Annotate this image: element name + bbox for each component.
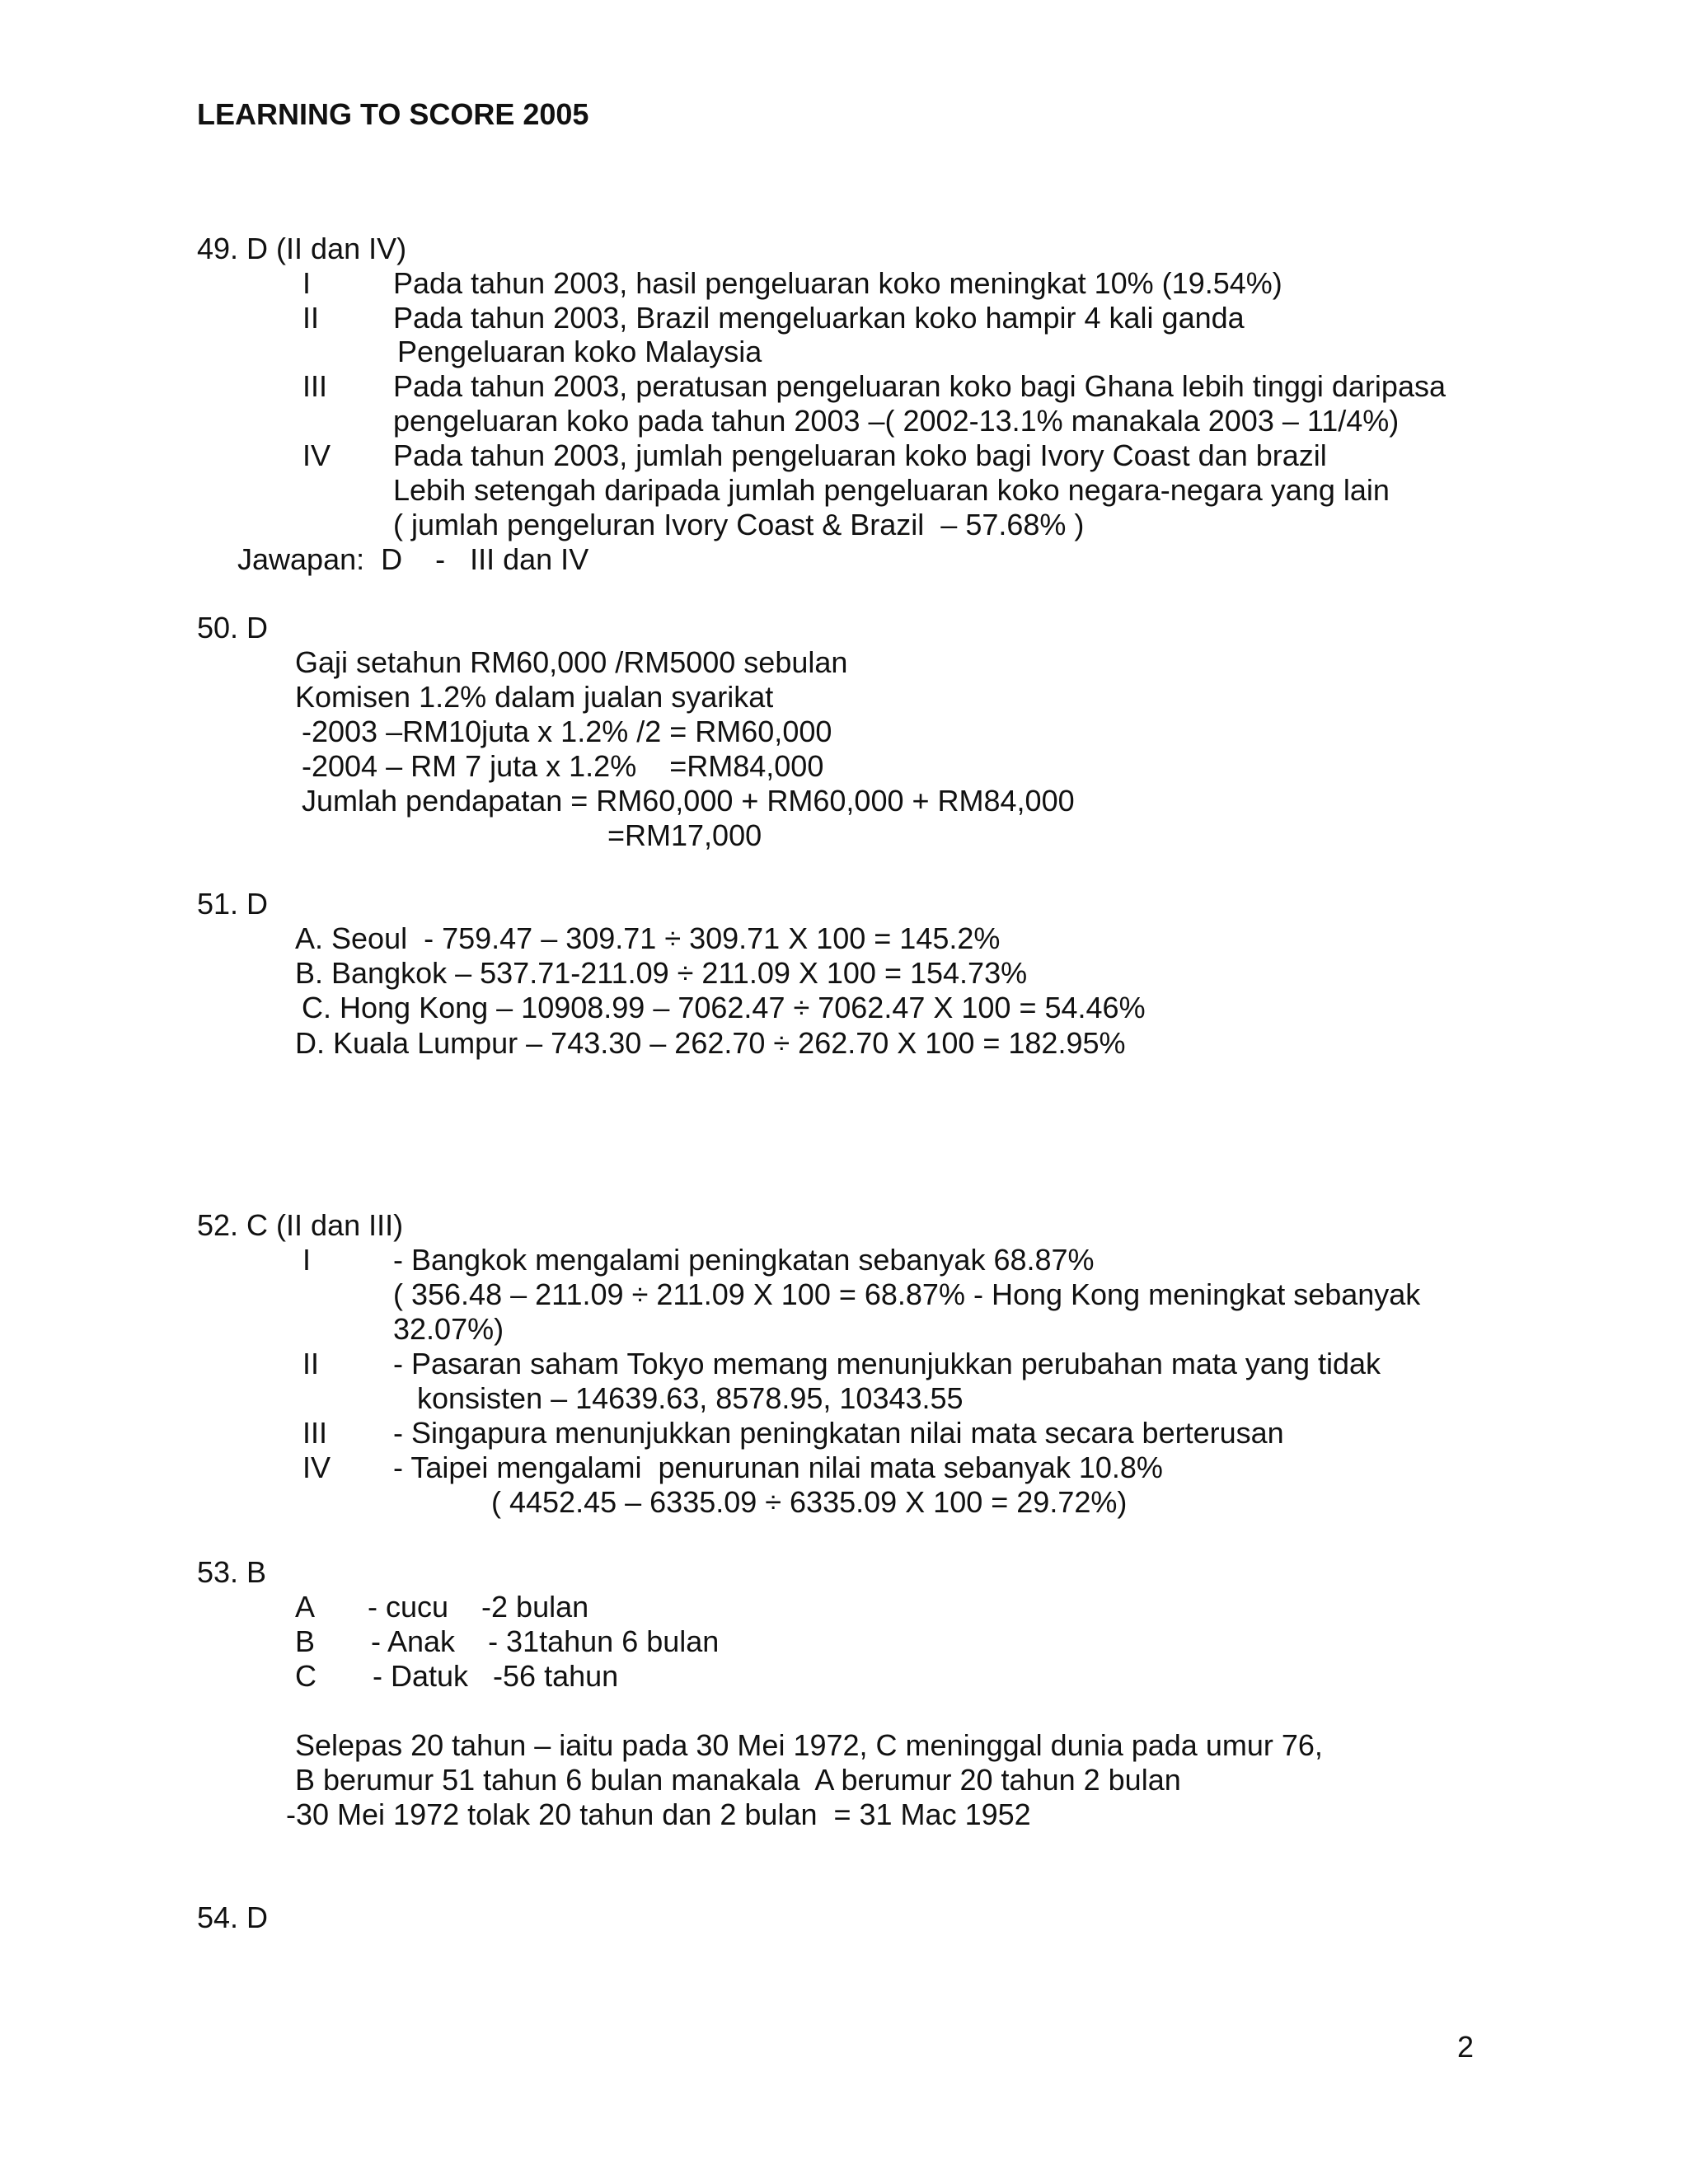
q52-item-ii-text-cont: konsisten – 14639.63, 8578.95, 10343.55 <box>417 1381 964 1415</box>
q53-paragraph-line-2: B berumur 51 tahun 6 bulan manakala A berumur 20 tahun 2 bulan <box>295 1763 1181 1797</box>
q50-line-3: -2003 –RM10juta x 1.2% /2 = RM60,000 <box>302 715 832 748</box>
q53-row-b-text: - Anak - 31tahun 6 bulan <box>371 1624 720 1658</box>
q49-item-iv-number: IV <box>302 438 331 472</box>
q51-option-a: A. Seoul - 759.47 – 309.71 ÷ 309.71 X 100 = 145.2% <box>295 921 1001 955</box>
q52-item-i-text: - Bangkok mengalami peningkatan sebanyak 68.87% <box>393 1243 1095 1277</box>
q49-item-iv-text-cont2: ( jumlah pengeluran Ivory Coast & Brazil – 57.68% ) <box>393 508 1085 541</box>
q54-heading: 54. D <box>197 1900 269 1934</box>
q49-item-ii-number: II <box>302 301 320 335</box>
q50-line-2: Komisen 1.2% dalam jualan syarikat <box>295 680 774 714</box>
q49-item-iv-text: Pada tahun 2003, jumlah pengeluaran koko bagi Ivory Coast dan brazil <box>393 438 1327 472</box>
q52-item-iv-text-cont: ( 4452.45 – 6335.09 ÷ 6335.09 X 100 = 29.72%) <box>491 1485 1128 1519</box>
q52-item-i-number: I <box>302 1243 312 1277</box>
q53-row-c-text: - Datuk -56 tahun <box>373 1659 619 1693</box>
q49-item-ii-text: Pada tahun 2003, Brazil mengeluarkan koko hampir 4 kali ganda <box>393 301 1245 335</box>
q52-item-i-text-cont: ( 356.48 – 211.09 ÷ 211.09 X 100 = 68.87% - Hong Kong meningkat sebanyak <box>393 1277 1421 1311</box>
q50-line-6: =RM17,000 <box>607 818 762 852</box>
document-title: LEARNING TO SCORE 2005 <box>197 97 589 131</box>
q52-item-ii-text: - Pasaran saham Tokyo memang menunjukkan perubahan mata yang tidak <box>393 1347 1381 1380</box>
q51-option-d: D. Kuala Lumpur – 743.30 – 262.70 ÷ 262.70 X 100 = 182.95% <box>295 1026 1126 1060</box>
q52-item-iii-text: - Singapura menunjukkan peningkatan nilai mata secara berterusan <box>393 1416 1284 1450</box>
q49-heading: 49. D (II dan IV) <box>197 232 407 265</box>
q49-item-iii-number: III <box>302 369 328 403</box>
q49-answer: Jawapan: D - III dan IV <box>237 542 589 576</box>
q49-item-i-number: I <box>302 266 312 300</box>
q49-item-iii-text: Pada tahun 2003, peratusan pengeluaran koko bagi Ghana lebih tinggi daripasa <box>393 369 1446 403</box>
q53-paragraph-line-1: Selepas 20 tahun – iaitu pada 30 Mei 1972, C meninggal dunia pada umur 76, <box>295 1728 1323 1762</box>
q52-heading: 52. C (II dan III) <box>197 1208 404 1242</box>
q52-item-iv-text: - Taipei mengalami penurunan nilai mata sebanyak 10.8% <box>393 1451 1163 1484</box>
q49-item-ii-text-cont: Pengeluaran koko Malaysia <box>397 335 762 368</box>
q51-option-c: C. Hong Kong – 10908.99 – 7062.47 ÷ 7062.47 X 100 = 54.46% <box>302 991 1146 1024</box>
q49-item-i-text: Pada tahun 2003, hasil pengeluaran koko meningkat 10% (19.54%) <box>393 266 1282 300</box>
q52-item-i-text-cont2: 32.07%) <box>393 1312 504 1346</box>
q53-row-a-letter: A <box>295 1590 316 1624</box>
q52-item-iii-number: III <box>302 1416 328 1450</box>
q52-item-ii-number: II <box>302 1347 320 1380</box>
q53-row-b-letter: B <box>295 1624 316 1658</box>
q51-heading: 51. D <box>197 887 269 921</box>
q50-heading: 50. D <box>197 611 269 644</box>
q50-line-1: Gaji setahun RM60,000 /RM5000 sebulan <box>295 645 848 679</box>
q53-row-a-text: - cucu -2 bulan <box>368 1590 589 1624</box>
q53-row-c-letter: C <box>295 1659 316 1693</box>
q50-line-4: -2004 – RM 7 juta x 1.2% =RM84,000 <box>302 749 824 783</box>
q51-option-b: B. Bangkok – 537.71-211.09 ÷ 211.09 X 100 = 154.73% <box>295 956 1028 990</box>
q53-paragraph-line-3: -30 Mei 1972 tolak 20 tahun dan 2 bulan = 31 Mac 1952 <box>286 1797 1031 1831</box>
q53-heading: 53. B <box>197 1555 267 1589</box>
page-number: 2 <box>1457 2030 1475 2064</box>
q50-line-5: Jumlah pendapatan = RM60,000 + RM60,000 + RM84,000 <box>302 784 1075 818</box>
q49-item-iii-text-cont: pengeluaran koko pada tahun 2003 –( 2002-13.1% manakala 2003 – 11/4%) <box>393 404 1400 438</box>
q52-item-iv-number: IV <box>302 1451 331 1484</box>
q49-item-iv-text-cont: Lebih setengah daripada jumlah pengeluaran koko negara-negara yang lain <box>393 473 1390 507</box>
